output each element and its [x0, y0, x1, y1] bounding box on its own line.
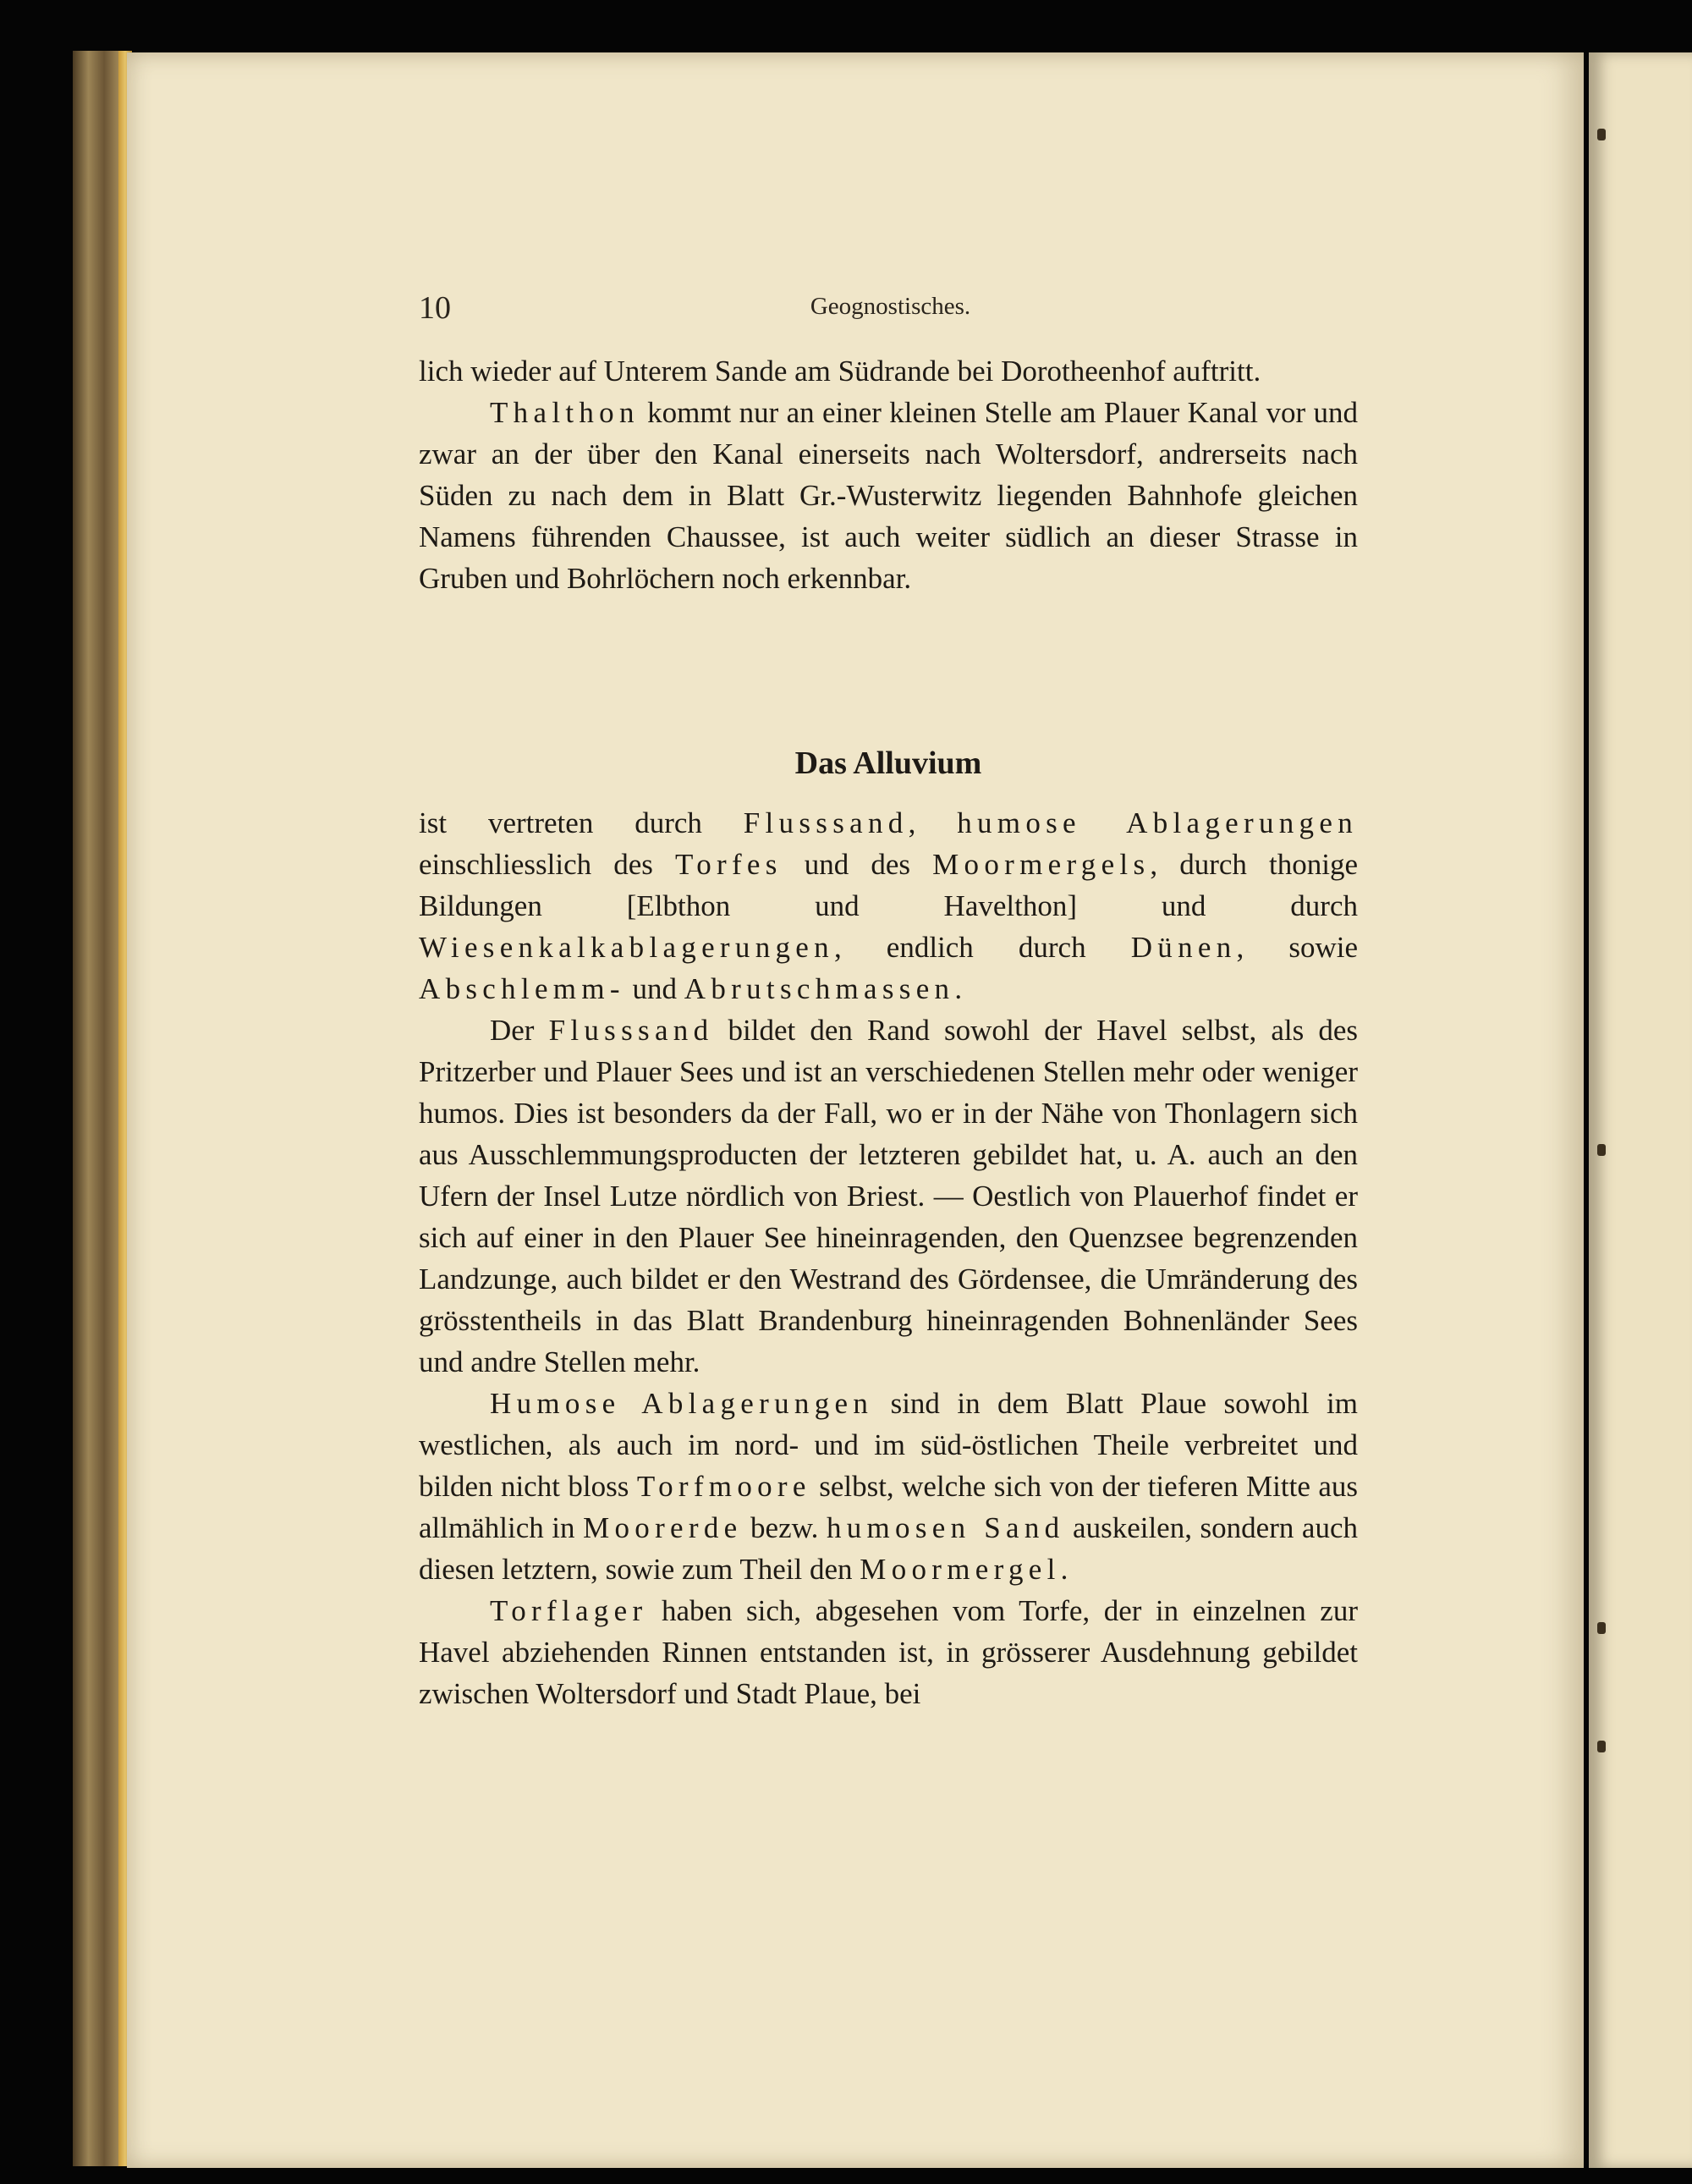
text-run: , [908, 806, 958, 839]
text-run: bezw. [742, 1511, 827, 1544]
spaced-term: humose Ablagerungen [957, 806, 1358, 839]
spaced-term: Flusssand [548, 1014, 714, 1047]
spaced-term: Abschlemm- [419, 972, 625, 1005]
text-run: selbst, welche sich von der tieferen Mitte aus allmählich in [419, 1470, 1359, 1544]
text-run: , durch thonige Bildungen [Elbthon und Havelthon] und durch [419, 848, 1358, 922]
text-run: . [954, 972, 963, 1005]
binding-mark [1597, 1144, 1606, 1156]
text-run: kommt nur an einer kleinen Stelle am Plauer Kanal vor und zwar an der über den Kanal einerseits nach Woltersdorf, andrerseits nach Süden zu nach dem in Blatt Gr.-Wusterwitz liegenden Bahnhofe gleichen Namens führenden Chaussee, ist auch weiter südlich an dieser Strasse in Gruben und Bohrlöchern noch erkennbar. [419, 396, 1358, 595]
spaced-term: Dünen [1130, 931, 1237, 964]
spaced-term: Moorerde [583, 1511, 743, 1544]
spaced-term: Moormergel [860, 1553, 1061, 1586]
text-run: und [624, 972, 684, 1005]
text-run: bildet den Rand sowohl der Havel selbst, als des Pritzerber und Plauer Sees und ist an verschiedenen Stellen mehr oder weniger humos. Dies ist besonders da der Fall, wo er in der Nähe von Thonlagern sich aus Ausschlemmungsproducten der letzteren gebildet hat, u. A. auch an den Ufern der Insel Lutze nördlich von Briest. — Oestlich von Plauerhof findet er sich auf einer in den Plauer See hineinragenden, den Quenzsee begrenzenden Landzunge, auch bildet er den Westrand des Gördensee, die Umränderung des grösstentheils in das Blatt Brandenburg hineinragenden Bohnenländer Sees und andre Stellen mehr. [419, 1014, 1358, 1378]
running-title: Geognostisches. [810, 293, 971, 320]
top-text-block [419, 350, 1358, 599]
spaced-term: humosen Sand [826, 1511, 1065, 1544]
spaced-term: Abrutschmassen [684, 972, 955, 1005]
text-run: ist vertreten durch [419, 806, 744, 839]
text-run: , sowie [1236, 931, 1358, 964]
book-spine [73, 51, 125, 2166]
binding-mark [1597, 129, 1606, 140]
section-heading: Das Alluvium [794, 745, 982, 781]
paragraph [419, 1590, 1358, 1714]
spaced-term: Wiesenkalkablagerungen [419, 931, 834, 964]
page-number: 10 [419, 290, 451, 326]
paragraph [419, 802, 1358, 1009]
text-run: sind in dem Blatt Plaue sowohl im westlichen, als auch im nord- und im süd-östlichen Theile verbreitet und bilden nicht bloss [419, 1387, 1358, 1503]
spaced-term: Flusssand [743, 806, 909, 839]
spaced-term: Torflager [490, 1594, 648, 1627]
paragraph [419, 350, 1358, 392]
text-run: auskeilen, sondern auch diesen letztern, sowie zum Theil den [419, 1511, 1358, 1586]
section-text-block [419, 802, 1358, 1714]
running-head [419, 289, 1362, 340]
text-run: einschliesslich des [419, 848, 675, 881]
spaced-term: Humose Ablagerungen [490, 1387, 874, 1420]
binding-mark [1597, 1741, 1606, 1752]
spaced-term: Torfes [674, 848, 783, 881]
adjacent-page [1589, 52, 1692, 2168]
text-run: , endlich durch [833, 931, 1131, 964]
text-run: lich wieder auf Unterem Sande am Südrande bei Dorotheenhof auftritt. [419, 355, 1261, 388]
spaced-term: Torfmoore [636, 1470, 811, 1503]
text-run: Der [490, 1014, 549, 1047]
text-run: . [1060, 1553, 1068, 1586]
paragraph [419, 1009, 1358, 1383]
spaced-term: Moormergels [932, 848, 1151, 881]
text-run: und des [782, 848, 933, 881]
spaced-term: Thalthon [490, 396, 640, 429]
binding-mark [1597, 1622, 1606, 1634]
paragraph [419, 1383, 1358, 1590]
paragraph [419, 392, 1358, 599]
text-run: haben sich, abgesehen vom Torfe, der in einzelnen zur Havel abziehenden Rinnen entstanden ist, in grösserer Ausdehnung gebildet zwischen Woltersdorf und Stadt Plaue, bei [419, 1594, 1358, 1710]
